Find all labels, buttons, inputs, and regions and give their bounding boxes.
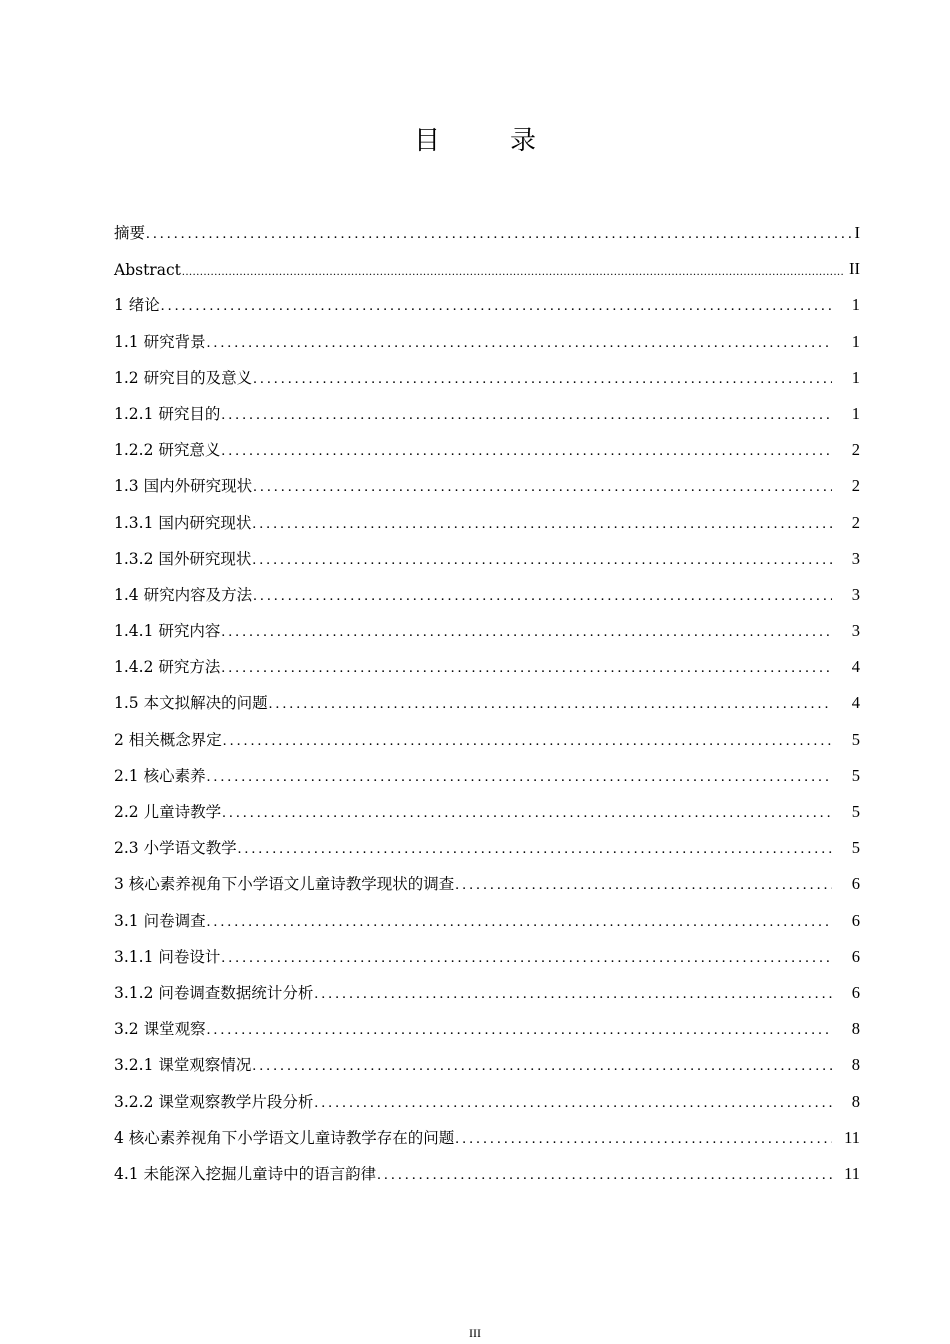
toc-entry[interactable] xyxy=(114,1112,860,1148)
dot-leader xyxy=(269,696,832,713)
dot-leader xyxy=(314,1095,832,1112)
toc-entry-label: 2.3 小学语文教学 xyxy=(114,839,237,858)
toc-entry[interactable] xyxy=(114,677,860,713)
toc-entry-label: 4 核心素养视角下小学语文儿童诗教学存在的问题 xyxy=(114,1128,455,1147)
toc-entry-page: 1 xyxy=(851,367,860,387)
dot-leader xyxy=(252,1058,832,1075)
toc-entry-page: 5 xyxy=(851,802,860,821)
toc-entry-page: 6 xyxy=(851,982,860,1002)
dot-leader xyxy=(207,769,832,786)
toc-entry[interactable] xyxy=(114,822,860,858)
dot-leader xyxy=(221,624,832,641)
toc-entry-label: 1 绪论 xyxy=(114,296,160,315)
toc-entry-label: 1.3.2 国外研究现状 xyxy=(114,549,252,568)
dot-leader xyxy=(161,298,832,315)
toc-entry[interactable] xyxy=(114,1075,860,1111)
toc-entry[interactable] xyxy=(114,1148,860,1184)
toc-entry[interactable] xyxy=(114,931,860,967)
dot-leader xyxy=(377,1167,832,1184)
dot-leader xyxy=(455,1131,832,1148)
toc-entry-page: I xyxy=(854,223,860,242)
toc-entry[interactable] xyxy=(114,315,860,351)
toc-entry-label: 1.2.2 研究意义 xyxy=(114,441,221,460)
toc-entry-label: 1.4.1 研究内容 xyxy=(114,622,221,641)
toc-entry-page: 1 xyxy=(851,403,860,423)
dot-leader xyxy=(207,1022,832,1039)
toc-entry[interactable] xyxy=(114,967,860,1003)
dot-leader xyxy=(182,264,845,279)
toc-entry[interactable] xyxy=(114,894,860,930)
dot-leader xyxy=(314,986,832,1003)
toc-entry[interactable] xyxy=(114,605,860,641)
toc-entry[interactable] xyxy=(114,786,860,822)
toc-entry-label: 3.2.1 课堂观察情况 xyxy=(114,1056,252,1075)
toc-entry-label: 1.4 研究内容及方法 xyxy=(114,585,253,604)
toc-entry-page: 11 xyxy=(844,1127,860,1147)
toc-entry-label: 1.4.2 研究方法 xyxy=(114,658,221,677)
toc-entry-label: 3.2.2 课堂观察教学片段分析 xyxy=(114,1092,314,1111)
toc-entry-page: 5 xyxy=(851,729,860,749)
toc-entry[interactable] xyxy=(114,713,860,749)
page-title: 目 录 xyxy=(413,126,558,156)
toc-entry-page: 6 xyxy=(851,874,860,894)
toc-entry-page: 2 xyxy=(851,512,860,532)
toc-entry-page: II xyxy=(849,259,860,279)
toc-entry-label: 2 相关概念界定 xyxy=(114,730,222,749)
toc-entry[interactable] xyxy=(114,641,860,677)
toc-entry-abstract-cn[interactable] xyxy=(114,208,860,243)
toc-entry[interactable] xyxy=(114,460,860,496)
toc-entry-page: 8 xyxy=(851,1091,860,1111)
dot-leader xyxy=(253,588,832,605)
toc-entry-page: 8 xyxy=(851,1055,860,1075)
toc-entry-page: 1 xyxy=(851,331,860,351)
toc-entry[interactable] xyxy=(114,279,860,315)
dot-leader xyxy=(222,805,832,822)
toc-entry-page: 2 xyxy=(851,440,860,460)
toc-entry-page: 6 xyxy=(851,910,860,930)
toc-entry-page: 2 xyxy=(851,476,860,496)
dot-leader xyxy=(221,660,832,677)
dot-leader xyxy=(221,443,832,460)
toc-entry[interactable] xyxy=(114,388,860,424)
toc-entry-label: 4.1 未能深入挖掘儿童诗中的语言韵律 xyxy=(114,1164,377,1183)
toc-entry-label: 3.1.1 问卷设计 xyxy=(114,947,221,966)
toc-entry-label: 1.2.1 研究目的 xyxy=(114,404,221,423)
dot-leader xyxy=(207,335,832,352)
toc-entry[interactable] xyxy=(114,496,860,532)
toc-entry-page: 5 xyxy=(851,765,860,785)
dot-leader xyxy=(146,226,850,243)
toc-entry-page: 4 xyxy=(851,693,860,713)
table-of-contents xyxy=(114,208,860,1184)
toc-entry-label: 1.3 国内外研究现状 xyxy=(114,477,253,496)
dot-leader xyxy=(207,914,832,931)
toc-entry-label: 2.1 核心素养 xyxy=(114,766,206,785)
dot-leader xyxy=(238,841,832,858)
toc-entry-abstract-en[interactable] xyxy=(114,243,860,279)
toc-entry-page: 5 xyxy=(851,838,860,858)
toc-entry-page: 3 xyxy=(851,548,860,568)
toc-entry-page: 3 xyxy=(851,621,860,641)
toc-entry[interactable] xyxy=(114,533,860,569)
toc-entry[interactable] xyxy=(114,750,860,786)
dot-leader xyxy=(253,479,832,496)
toc-entry-page: 8 xyxy=(851,1019,860,1039)
toc-entry[interactable] xyxy=(114,569,860,605)
dot-leader xyxy=(252,516,832,533)
toc-entry-page: 4 xyxy=(851,657,860,677)
dot-leader xyxy=(455,877,832,894)
toc-entry[interactable] xyxy=(114,1039,860,1075)
toc-entry-page: 6 xyxy=(851,946,860,966)
page-number-footer: III xyxy=(469,1326,481,1340)
toc-entry-label: 摘要 xyxy=(114,224,146,242)
dot-leader xyxy=(223,733,832,750)
toc-entry-label: 3.2 课堂观察 xyxy=(114,1020,206,1039)
toc-entry[interactable] xyxy=(114,352,860,388)
toc-entry-label: 1.3.1 国内研究现状 xyxy=(114,513,252,532)
toc-entry-label: 3.1.2 问卷调查数据统计分析 xyxy=(114,983,314,1002)
dot-leader xyxy=(253,371,832,388)
toc-entry-label: 1.1 研究背景 xyxy=(114,332,206,351)
toc-entry-page: 3 xyxy=(851,584,860,604)
toc-entry[interactable] xyxy=(114,1003,860,1039)
toc-entry-page: 11 xyxy=(844,1163,860,1183)
toc-entry-label: 3 核心素养视角下小学语文儿童诗教学现状的调查 xyxy=(114,875,455,894)
dot-leader xyxy=(252,552,832,569)
dot-leader xyxy=(221,950,832,967)
dot-leader xyxy=(221,407,832,424)
toc-entry-label: 3.1 问卷调查 xyxy=(114,911,206,930)
toc-entry-label: 1.2 研究目的及意义 xyxy=(114,368,253,387)
toc-entry[interactable] xyxy=(114,858,860,894)
toc-entry-label: 2.2 儿童诗教学 xyxy=(114,803,222,821)
toc-entry-label: Abstract xyxy=(114,261,181,280)
toc-entry-label: 1.5 本文拟解决的问题 xyxy=(114,694,268,713)
toc-entry-page: 1 xyxy=(851,295,860,315)
toc-entry[interactable] xyxy=(114,424,860,460)
